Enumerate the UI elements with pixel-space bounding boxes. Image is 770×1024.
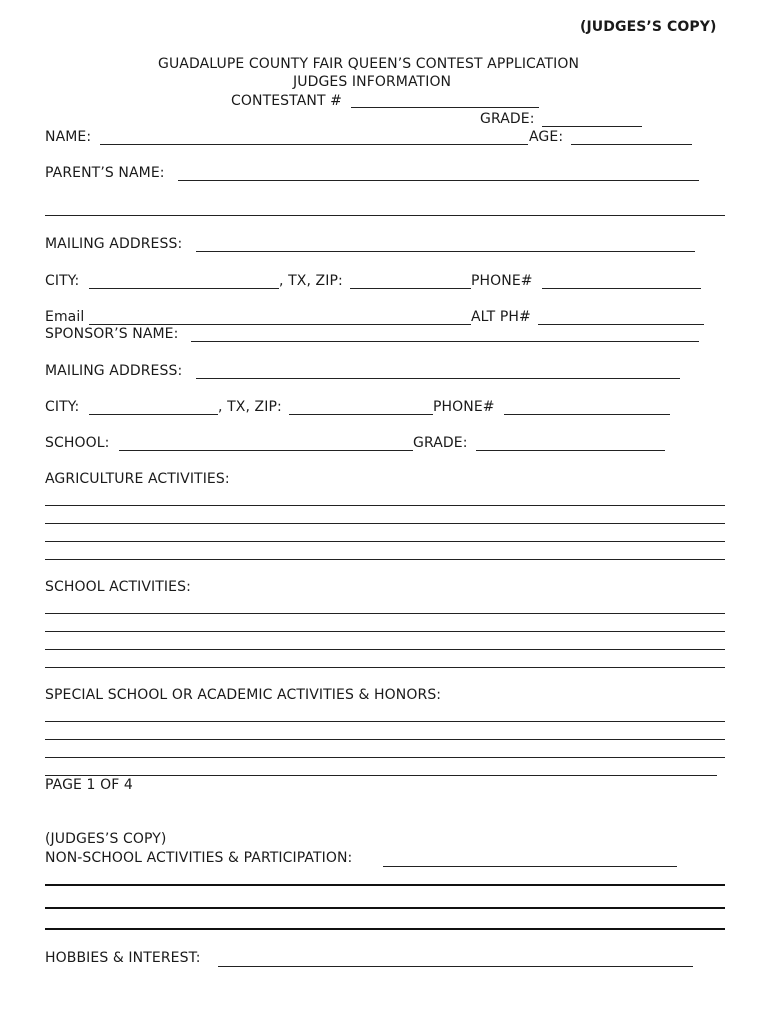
non-school-line-2[interactable] — [45, 907, 725, 909]
contestant-number-label: CONTESTANT # — [231, 93, 342, 109]
name-label: NAME: — [45, 129, 92, 145]
zip-field[interactable] — [350, 288, 471, 289]
sponsor-tx-zip-label: , TX, ZIP: — [218, 399, 282, 415]
age-label: AGE: — [529, 129, 564, 145]
special-line-3[interactable] — [45, 757, 725, 758]
phone-label: PHONE# — [471, 273, 533, 289]
city-label: CITY: — [45, 273, 80, 289]
agriculture-line-1[interactable] — [45, 505, 725, 506]
mailing-address-label: MAILING ADDRESS: — [45, 236, 183, 252]
city-field[interactable] — [89, 288, 279, 289]
special-line-1[interactable] — [45, 721, 725, 722]
contestant-number-field[interactable] — [351, 107, 539, 108]
grade-label: GRADE: — [480, 111, 535, 127]
name-field[interactable] — [100, 144, 528, 145]
school-field[interactable] — [119, 450, 413, 451]
form-subtitle: JUDGES INFORMATION — [293, 74, 452, 90]
agriculture-line-4[interactable] — [45, 559, 725, 560]
agriculture-activities-label: AGRICULTURE ACTIVITIES: — [45, 471, 230, 487]
non-school-activities-label: NON-SCHOOL ACTIVITIES & PARTICIPATION: — [45, 850, 353, 866]
tx-zip-label: , TX, ZIP: — [279, 273, 343, 289]
school-label: SCHOOL: — [45, 435, 110, 451]
phone-field[interactable] — [542, 288, 701, 289]
agriculture-line-3[interactable] — [45, 541, 725, 542]
page2-judges-copy-label: (JUDGES’S COPY) — [45, 831, 167, 847]
alt-phone-label: ALT PH# — [471, 309, 531, 325]
special-line-4[interactable] — [45, 775, 717, 776]
grade-field[interactable] — [542, 126, 642, 127]
sponsor-city-field[interactable] — [89, 414, 218, 415]
sponsor-mailing-field[interactable] — [196, 378, 680, 379]
email-field[interactable] — [89, 324, 471, 325]
form-title: GUADALUPE COUNTY FAIR QUEEN’S CONTEST APPLICATION — [158, 56, 580, 72]
agriculture-line-2[interactable] — [45, 523, 725, 524]
age-field[interactable] — [571, 144, 692, 145]
sponsor-phone-label: PHONE# — [433, 399, 495, 415]
school-grade-field[interactable] — [476, 450, 665, 451]
school-activities-line-1[interactable] — [45, 613, 725, 614]
hobbies-interest-field[interactable] — [218, 966, 693, 967]
sponsor-city-label: CITY: — [45, 399, 80, 415]
hobbies-interest-label: HOBBIES & INTEREST: — [45, 950, 201, 966]
sponsor-mailing-label: MAILING ADDRESS: — [45, 363, 183, 379]
school-activities-line-2[interactable] — [45, 631, 725, 632]
school-activities-line-4[interactable] — [45, 667, 725, 668]
email-label: Email — [45, 309, 85, 325]
sponsor-name-field[interactable] — [191, 341, 699, 342]
special-activities-label: SPECIAL SCHOOL OR ACADEMIC ACTIVITIES & HONORS: — [45, 687, 442, 703]
judges-copy-label: (JUDGES’S COPY) — [580, 19, 717, 35]
page-number-label: PAGE 1 OF 4 — [45, 777, 133, 793]
alt-phone-field[interactable] — [538, 324, 704, 325]
non-school-activities-field[interactable] — [383, 866, 677, 867]
school-activities-line-3[interactable] — [45, 649, 725, 650]
sponsor-zip-field[interactable] — [289, 414, 433, 415]
special-line-2[interactable] — [45, 739, 725, 740]
parent-name-extra-line[interactable] — [45, 215, 725, 216]
parent-name-field[interactable] — [178, 180, 699, 181]
school-grade-label: GRADE: — [413, 435, 468, 451]
mailing-address-field[interactable] — [196, 251, 695, 252]
non-school-line-1[interactable] — [45, 884, 725, 886]
school-activities-label: SCHOOL ACTIVITIES: — [45, 579, 191, 595]
non-school-line-3[interactable] — [45, 928, 725, 930]
sponsor-name-label: SPONSOR’S NAME: — [45, 326, 179, 342]
parent-name-label: PARENT’S NAME: — [45, 165, 165, 181]
sponsor-phone-field[interactable] — [504, 414, 670, 415]
